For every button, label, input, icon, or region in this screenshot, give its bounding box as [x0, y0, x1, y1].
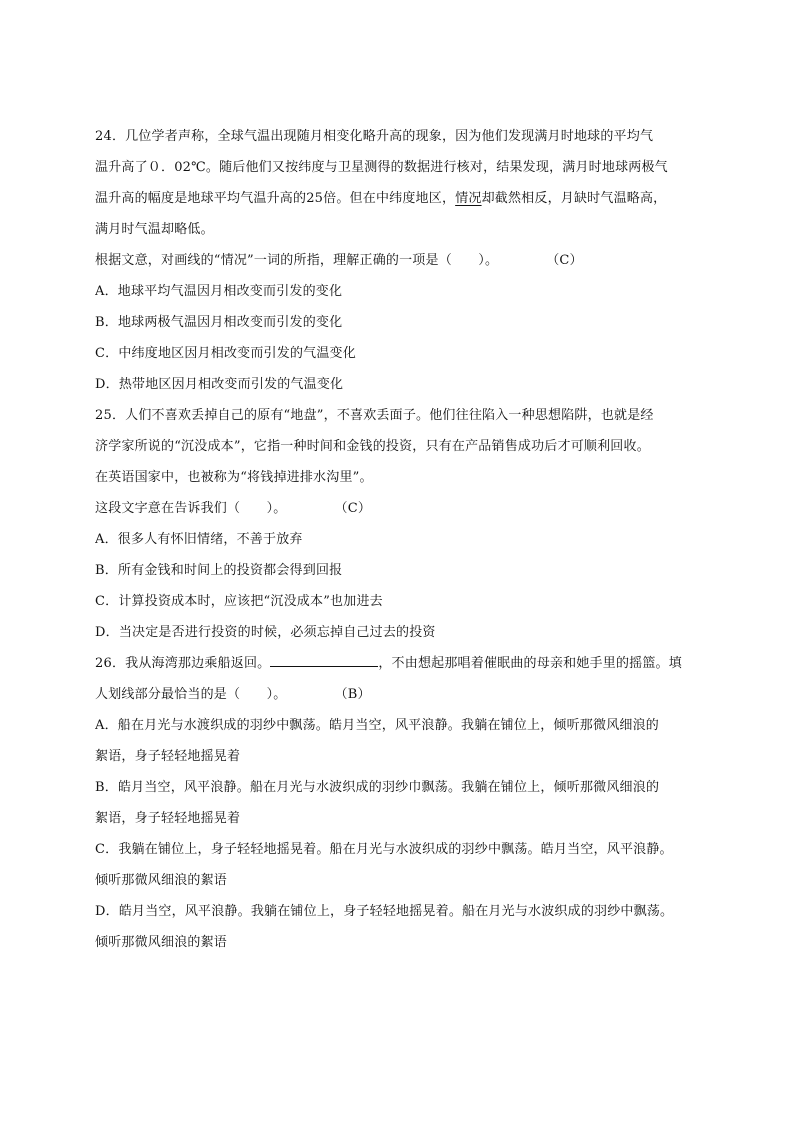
q24-stem-line-4: 满月时气温却略低。 [95, 222, 214, 237]
q26-option-d-line-1: D．皓月当空，风平浪静。我躺在铺位上，身子轻轻地摇晃着。船在月光与水波织成的羽纱中飘荡。 [95, 904, 674, 919]
q25-option-a: A．很多人有怀旧情绪，不善于放弃 [95, 532, 303, 547]
q24-option-a: A．地球平均气温因月相改变而引发的变化 [95, 284, 343, 299]
q26-option-b-line-2: 絮语，身子轻轻地摇晃着 [95, 811, 241, 826]
q24-answer: （C） [546, 253, 583, 268]
q26-stem-head: 26．我从海湾那边乘船返回。 [95, 656, 271, 671]
q26-question-text: 人划线部分最恰当的是（ ）。 [95, 687, 287, 702]
q25-stem-line-2: 济学家所说的“沉没成本”，它指一种时间和金钱的投资，只有在产品销售成功后才可顺利回收。 [95, 439, 650, 454]
q24-option-b: B．地球两极气温因月相改变而引发的变化 [95, 315, 343, 330]
q25-question-text: 这段文字意在告诉我们（ ）。 [95, 501, 287, 516]
q26-question [95, 679, 707, 710]
q26-option-c-line-2: 倾听那微风细浪的絮语 [95, 873, 228, 888]
q24-stem-line-3-tail: 却截然相反，月缺时气温略高， [481, 191, 667, 206]
q24-stem-line-3 [95, 183, 707, 214]
q25-stem-line-3: 在英语国家中，也被称为“将钱掉进排水沟里”。 [95, 470, 373, 485]
q25-option-c: C．计算投资成本时，应该把“沉没成本”也加进去 [95, 594, 383, 609]
q24-option-d: D．热带地区因月相改变而引发的气温变化 [95, 377, 344, 392]
q24-stem-line-1: 24．几位学者声称，全球气温出现随月相变化略升高的现象，因为他们发现满月时地球的平均气 [95, 129, 654, 144]
q26-stem-tail: ，不由想起那唱着催眠曲的母亲和她手里的摇篮。填 [378, 656, 682, 671]
q26-answer: （B） [334, 687, 371, 702]
q24-question [95, 245, 707, 276]
q26-option-d-line-2: 倾听那微风细浪的絮语 [95, 935, 228, 950]
q24-stem-line-2: 温升高了０．02℃。随后他们又按纬度与卫星测得的数据进行核对，结果发现，满月时地球两极气 [95, 160, 668, 175]
q24-question-text: 根据文意，对画线的“情况”一词的所指，理解正确的一项是（ ）。 [95, 253, 499, 268]
q25-option-d: D．当决定是否进行投资的时候，必须忘掉自己过去的投资 [95, 625, 436, 640]
q26-option-c-line-1: C．我躺在铺位上，身子轻轻地摇晃着。船在月光与水波织成的羽纱中飘荡。皓月当空，风平浪静。 [95, 842, 673, 857]
q25-question [95, 493, 707, 524]
q25-answer: （C） [334, 501, 372, 516]
q26-option-a-line-1: A．船在月光与水渡织成的羽纱中飘荡。皓月当空，风平浪静。我躺在铺位上，倾听那微风细浪的 [95, 718, 659, 733]
q24-option-c: C．中纬度地区因月相改变而引发的气温变化 [95, 346, 356, 361]
q26-fill-blank [270, 652, 378, 667]
q25-option-b: B．所有金钱和时间上的投资都会得到回报 [95, 563, 343, 578]
q24-underlined-term: 情况 [455, 191, 482, 206]
q26-stem-line-1 [95, 648, 707, 679]
q25-stem-line-1: 25．人们不喜欢丢掉自己的原有“地盘”，不喜欢丢面子。他们往往陷入一种思想陷阱，也就是经 [95, 408, 654, 423]
q26-option-a-line-2: 絮语，身子轻轻地摇晃着 [95, 749, 241, 764]
document-content [95, 121, 707, 958]
q24-stem-line-3-head: 温升高的幅度是地球平均气温升高的25倍。但在中纬度地区， [95, 191, 456, 206]
q26-option-b-line-1: B．皓月当空，风平浪静。船在月光与水波织成的羽纱巾飘荡。我躺在铺位上，倾听那微风细浪的 [95, 780, 660, 795]
